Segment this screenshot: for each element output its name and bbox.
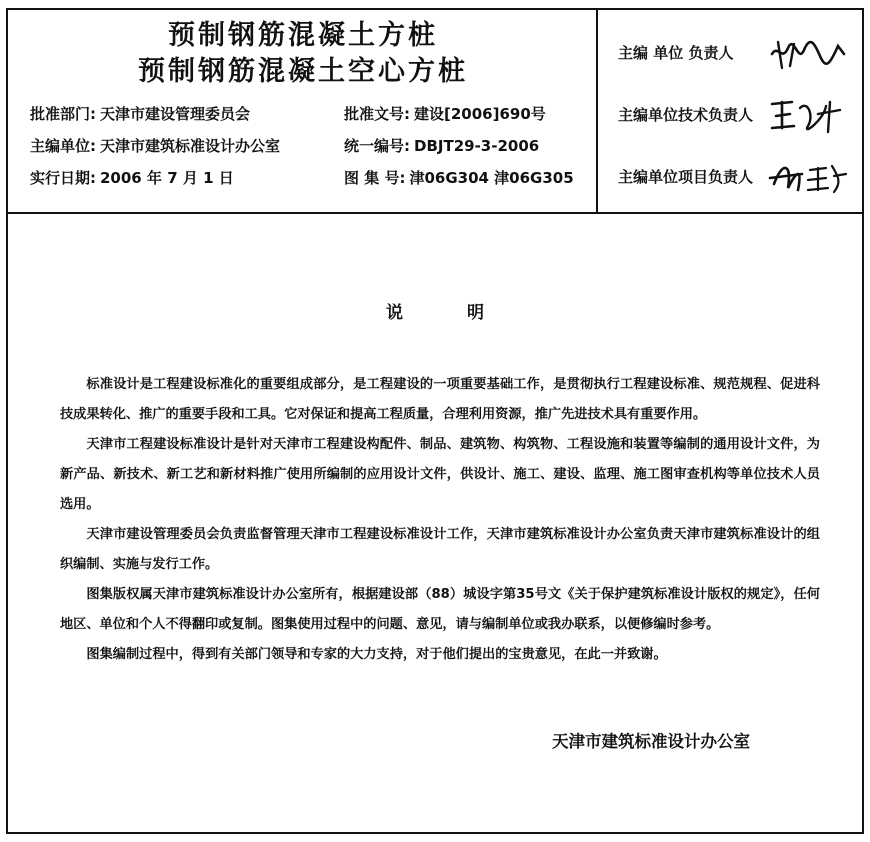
- signature-row-project: [618, 158, 858, 198]
- signature-label: 主编 单位 负责人: [618, 44, 734, 62]
- page-frame: [6, 8, 864, 834]
- title-line-1: 预制钢筋混凝土方桩: [168, 20, 438, 51]
- meta-atlas-no: [344, 168, 574, 188]
- section-title: [8, 298, 862, 323]
- signature-row-director: [618, 34, 858, 74]
- signature-label: 主编单位项目负责人: [618, 168, 754, 186]
- paragraph: 标准设计是工程建设标准化的重要组成部分，是工程建设的一项重要基础工作，是贯彻执行工程建设标准、规范规程、促进科技成果转化、推广的重要手段和工具。它对保证和提高工程质量，合理利用资源，推广先进技术具有重要作用。: [60, 377, 820, 422]
- meta-value: 天津市建设管理委员会: [100, 105, 251, 123]
- title-line-2: 预制钢筋混凝土空心方桩: [138, 56, 468, 87]
- meta-label: 批准文号:: [344, 105, 410, 123]
- signature-image: [768, 34, 848, 74]
- paragraph: 天津市建设管理委员会负责监督管理天津市工程建设标准设计工作，天津市建筑标准设计办公室负责天津市建筑标准设计的组织编制、实施与发行工作。: [60, 527, 820, 572]
- header-signatures: [598, 10, 862, 212]
- meta-effective-date: [30, 168, 234, 188]
- header-info: [8, 10, 598, 212]
- meta-label: 主编单位:: [30, 137, 96, 155]
- meta-value: 建设[2006]690号: [414, 105, 546, 123]
- meta-value: DBJT29-3-2006: [414, 137, 540, 155]
- meta-value: 津06G304 津06G305: [409, 169, 574, 187]
- meta-value: 天津市建筑标准设计办公室: [100, 137, 281, 155]
- meta-value: 2006 年 7 月 1 日: [100, 169, 234, 187]
- signature-image: [768, 96, 848, 136]
- meta-label: 实行日期:: [30, 169, 96, 187]
- meta-chief-unit: [30, 136, 280, 156]
- meta-label: 统一编号:: [344, 137, 410, 155]
- meta-approval-dept: [30, 104, 250, 124]
- signature-image: [768, 158, 848, 198]
- section-title-left: 说: [386, 303, 403, 323]
- explanation-body: [60, 370, 820, 670]
- header-block: [8, 10, 862, 214]
- paragraph: 图集版权属天津市建筑标准设计办公室所有，根据建设部（88）城设字第35号文《关于保护建筑标准设计版权的规定》，任何地区、单位和个人不得翻印或复制。图集使用过程中的问题、意见，请与编制单位或我办联系，以便修编时参考。: [60, 587, 820, 632]
- signature-label: 主编单位技术负责人: [618, 106, 754, 124]
- signature-row-tech: [618, 96, 858, 136]
- meta-approval-no: [344, 104, 546, 124]
- paragraph: 图集编制过程中，得到有关部门领导和专家的大力支持，对于他们提出的宝贵意见，在此一并致谢。: [86, 647, 667, 662]
- meta-label: 图 集 号:: [344, 169, 406, 187]
- meta-unified-no: [344, 136, 539, 156]
- paragraph: 天津市工程建设标准设计是针对天津市工程建设构配件、制品、建筑物、构筑物、工程设施和装置等编制的通用设计文件，为新产品、新技术、新工艺和新材料推广使用所编制的应用设计文件，供设计、施工、建设、监理、施工图审查机构等单位技术人员选用。: [60, 437, 820, 512]
- signoff-organization: 天津市建筑标准设计办公室: [552, 732, 750, 751]
- section-title-right: 明: [467, 303, 484, 323]
- meta-label: 批准部门:: [30, 105, 96, 123]
